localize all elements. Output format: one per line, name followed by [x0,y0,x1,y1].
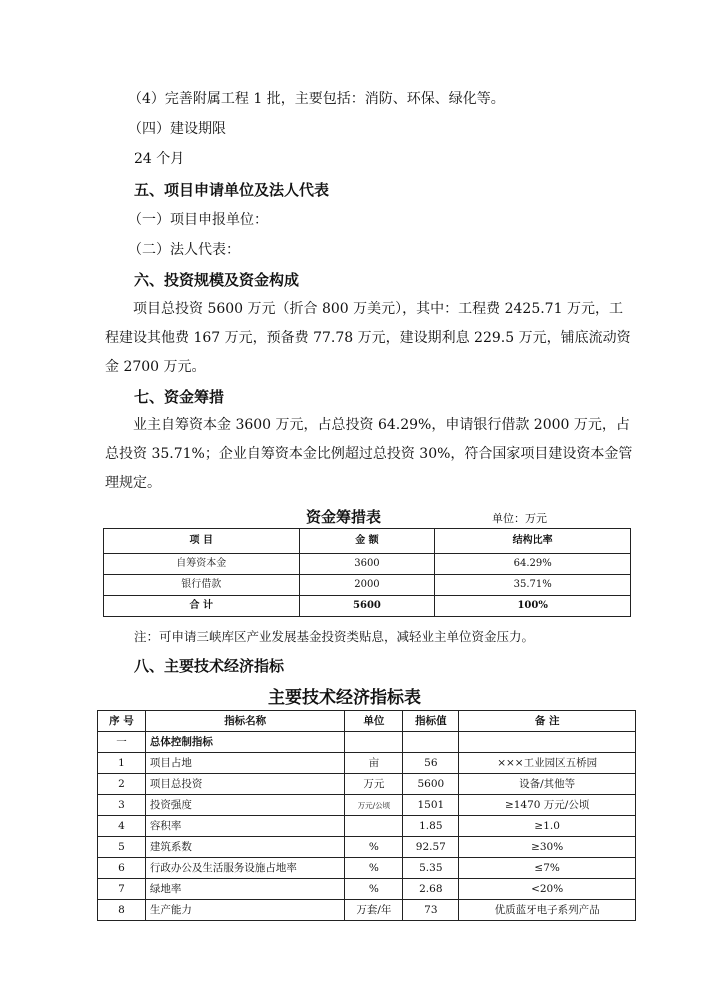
indicator-cell-unit: % [345,837,403,858]
indicator-cell-value: 73 [403,900,459,921]
funding-note: 注：可申请三峡库区产业发展基金投资类贴息，减轻业主单位资金压力。 [134,629,535,644]
indicator-cell-remark: ×××工业园区五桥园 [459,753,636,774]
indicator-cell-unit [345,816,403,837]
section-heading-5: 五、项目申请单位及法人代表 [134,181,330,199]
indicator-col-name: 指标名称 [145,711,345,732]
funding-cell-amount: 3600 [299,554,435,575]
indicator-cell-value: 5.35 [403,858,459,879]
text-line-months: 24 个月 [134,151,185,167]
section-heading-8: 八、主要技术经济指标 [134,657,285,675]
indicator-col-no: 序 号 [98,711,146,732]
indicator-cell-value: 1.85 [403,816,459,837]
indicator-cell-remark: <20% [459,879,636,900]
indicator-cell-remark: ≥1.0 [459,816,636,837]
indicator-cell-name: 投资强度 [145,795,345,816]
table-row [104,575,631,596]
empty-cell [403,732,459,753]
empty-cell [345,732,403,753]
indicator-section-row [98,732,636,753]
table-row [104,554,631,575]
section-heading-7: 七、资金筹措 [134,388,225,406]
indicator-cell-unit: 万套/年 [345,900,403,921]
indicator-cell-remark: 设备/其他等 [459,774,636,795]
indicator-cell-no: 2 [98,774,146,795]
empty-cell [459,732,636,753]
indicator-cell-name: 项目总投资 [145,774,345,795]
funding-table-header-row [104,529,631,554]
indicator-col-remark: 备 注 [459,711,636,732]
text-line-attached-works: （4）完善附属工程 1 批，主要包括：消防、环保、绿化等。 [128,91,505,107]
indicator-cell-value: 1501 [403,795,459,816]
text-line-applicant: （一）项目申报单位： [128,212,268,228]
table-row [98,900,636,921]
indicator-cell-remark: ≤7% [459,858,636,879]
funding-cell-amount: 2000 [299,575,435,596]
funding-col-ratio: 结构比率 [435,529,631,554]
indicator-table-title: 主要技术经济指标表 [268,688,421,708]
table-row [98,837,636,858]
paragraph-investment-text: 项目总投资 5600 万元（折合 800 万美元），其中：工程费 2425.71 万元，工程建设其他费 167 万元，预备费 77.78 万元，建设期利息 229.5 万元，铺底流动资金 2700 万元。 [105,301,631,375]
indicator-cell-name: 项目占地 [145,753,345,774]
indicator-cell-remark: 优质蓝牙电子系列产品 [459,900,636,921]
indicator-cell-unit: 万元 [345,774,403,795]
paragraph-funding-text: 业主自筹资本金 3600 万元，占总投资 64.29%，申请银行借款 2000 万元，占总投资 35.71%；企业自筹资本金比例超过总投资 30%，符合国家项目建设资本金管理规定。 [105,417,633,491]
indicator-col-unit: 单位 [345,711,403,732]
funding-cell-total-ratio: 100% [435,596,631,617]
indicator-table [97,710,636,921]
indicator-section-no: 一 [98,732,146,753]
indicator-cell-no: 5 [98,837,146,858]
indicator-cell-remark: ≥1470 万元/公顷 [459,795,636,816]
paragraph-funding [105,411,635,498]
indicator-cell-name: 绿地率 [145,879,345,900]
section-heading-6: 六、投资规模及资金构成 [134,271,300,289]
table-row [98,858,636,879]
indicator-cell-value: 5600 [403,774,459,795]
indicator-cell-no: 6 [98,858,146,879]
table-row [98,753,636,774]
indicator-cell-no: 8 [98,900,146,921]
indicator-cell-unit: % [345,879,403,900]
funding-cell-item: 银行借款 [104,575,300,596]
funding-col-item: 项 目 [104,529,300,554]
indicator-cell-value: 92.57 [403,837,459,858]
indicator-cell-name: 行政办公及生活服务设施占地率 [145,858,345,879]
funding-cell-total-amount: 5600 [299,596,435,617]
table-row [98,774,636,795]
indicator-col-value: 指标值 [403,711,459,732]
funding-cell-ratio: 35.71% [435,575,631,596]
indicator-cell-unit: % [345,858,403,879]
table-row [98,795,636,816]
table-row [98,816,636,837]
funding-table [103,528,631,617]
funding-cell-ratio: 64.29% [435,554,631,575]
indicator-cell-name: 生产能力 [145,900,345,921]
indicator-cell-no: 3 [98,795,146,816]
funding-cell-item: 自筹资本金 [104,554,300,575]
indicator-cell-remark: ≥30% [459,837,636,858]
paragraph-investment [105,295,635,382]
indicator-cell-name: 建筑系数 [145,837,345,858]
funding-col-amount: 金 额 [299,529,435,554]
indicator-cell-value: 56 [403,753,459,774]
indicator-cell-no: 1 [98,753,146,774]
indicator-cell-no: 7 [98,879,146,900]
table-row [104,596,631,617]
indicator-cell-unit: 万元/公顷 [345,795,403,816]
funding-cell-total-label: 合 计 [104,596,300,617]
indicator-cell-no: 4 [98,816,146,837]
funding-table-title: 资金筹措表 [306,508,382,526]
indicator-cell-unit: 亩 [345,753,403,774]
indicator-cell-value: 2.68 [403,879,459,900]
indicator-cell-name: 容积率 [145,816,345,837]
indicator-section-name: 总体控制指标 [145,732,345,753]
table-row [98,879,636,900]
funding-table-unit: 单位：万元 [492,512,547,525]
indicator-table-header-row [98,711,636,732]
text-line-legal-rep: （二）法人代表： [128,242,240,258]
text-line-construction-period: （四）建设期限 [128,121,226,137]
